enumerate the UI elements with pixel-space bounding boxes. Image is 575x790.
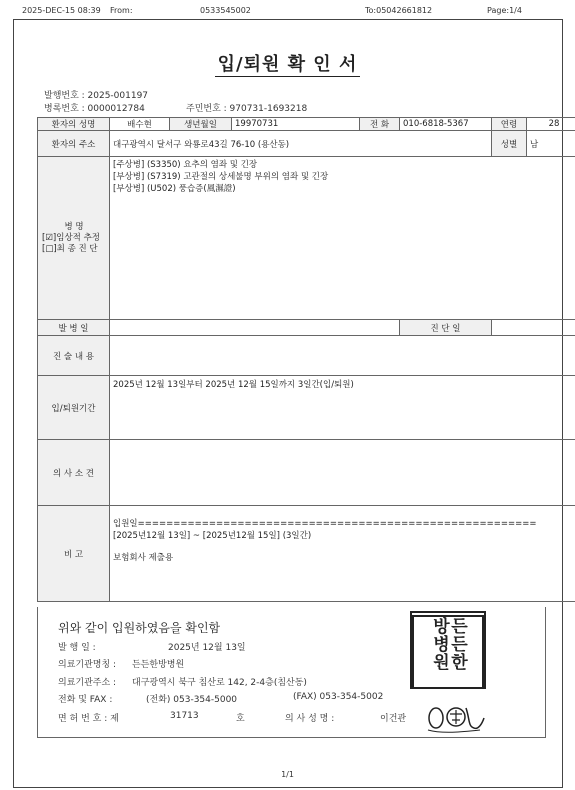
option-final: [□]최 종 진 단: [42, 243, 98, 254]
doctor-name: 이건관: [380, 714, 407, 724]
remarks-line-1: 입원일========================================================: [113, 519, 537, 529]
document-title: 입/퇴원 확 인 서: [0, 50, 575, 76]
fax-number: (FAX) 053-354-5002: [293, 692, 384, 702]
sex-label: 성별: [492, 131, 527, 157]
license-label: 면 허 번 호 : 제: [58, 714, 119, 724]
diagnosis-label: 병 명: [64, 221, 84, 232]
diag-date-label: 진 단 일: [400, 320, 492, 336]
license-number: 31713: [170, 711, 199, 721]
remarks-label: 비 고: [38, 506, 110, 602]
page-number: 1/1: [281, 770, 294, 779]
diagnosis-sub-2: [부상병] (U502) 풍습증(風濕證): [113, 184, 236, 194]
chart-number: 병록번호 : 0000012784: [44, 104, 145, 114]
seal-inner: 든든한방병원: [412, 615, 484, 689]
period-label: 입/퇴원기간: [38, 376, 110, 440]
diagnosis-label-cell: [38, 157, 110, 320]
doctor-label: 의 사 성 명 :: [285, 714, 335, 724]
patient-age: 28: [527, 118, 575, 131]
treatment-value: [110, 336, 575, 376]
onset-value: [110, 320, 400, 336]
fax-to: To:05042661812: [365, 6, 433, 15]
resident-number: 주민번호 : 970731-1693218: [186, 104, 308, 114]
period-value: 2025년 12월 13일부터 2025년 12월 15일까지 3일간(입/퇴원): [110, 376, 575, 440]
patient-address: 대구광역시 달서구 와룡로43길 76-10 (용산동): [110, 131, 492, 157]
opinion-value: [110, 440, 575, 506]
diagnosis-sub-1: [부상병] (S7319) 고관절의 상세불명 부위의 염좌 및 긴장: [113, 172, 329, 182]
confirm-statement: 위와 같이 입원하였음을 확인함: [58, 621, 221, 635]
patient-phone: 010-6818-5367: [400, 118, 492, 131]
hospital-address-label: 의료기관주소 :: [58, 678, 117, 688]
tel-label: 전화 및 FAX :: [58, 695, 113, 705]
diagnosis-content: [110, 157, 575, 320]
fax-date: 2025-DEC-15 08:39: [22, 6, 101, 15]
tel-number: (전화) 053-354-5000: [146, 695, 238, 705]
license-suffix: 호: [236, 714, 245, 724]
patient-name: 배수현: [110, 118, 170, 131]
address-label: 환자의 주소: [38, 131, 110, 157]
issue-date: 2025년 12월 13일: [168, 643, 246, 653]
diagnosis-main: [주상병] (S3350) 요추의 염좌 및 긴장: [113, 160, 258, 170]
name-label: 환자의 성명: [38, 118, 110, 131]
remarks-content: [110, 506, 575, 602]
opinion-label: 의 사 소 견: [38, 440, 110, 506]
doctor-signature: [422, 700, 488, 736]
option-clinical: [☑]임상적 추정: [42, 232, 101, 243]
fax-from-number: 0533545002: [200, 6, 251, 15]
fax-from-label: From:: [110, 6, 133, 15]
hospital-name-label: 의료기관명칭 :: [58, 660, 117, 670]
remarks-line-3: 보험회사 제출용: [113, 553, 174, 563]
patient-dob: 19970731: [232, 118, 360, 131]
hospital-seal-stamp: [410, 611, 486, 689]
issue-date-label: 발 행 일 :: [58, 643, 96, 653]
dob-label: 생년월일: [170, 118, 232, 131]
phone-label: 전 화: [360, 118, 400, 131]
issue-number: 발행번호 : 2025-001197: [44, 91, 149, 101]
treatment-label: 진 술 내 용: [38, 336, 110, 376]
age-label: 연령: [492, 118, 527, 131]
hospital-address: 대구광역시 북구 침산로 142, 2-4층(침산동): [132, 678, 307, 688]
patient-sex: 남: [527, 131, 575, 157]
onset-label: 발 병 일: [38, 320, 110, 336]
certificate-table: [37, 117, 575, 602]
remarks-line-2: [2025년12월 13일] ~ [2025년12월 15일] (3일간): [113, 531, 312, 541]
fax-page: Page:1/4: [487, 6, 522, 15]
diag-date-value: [492, 320, 575, 336]
hospital-name: 든든한방병원: [132, 660, 185, 670]
